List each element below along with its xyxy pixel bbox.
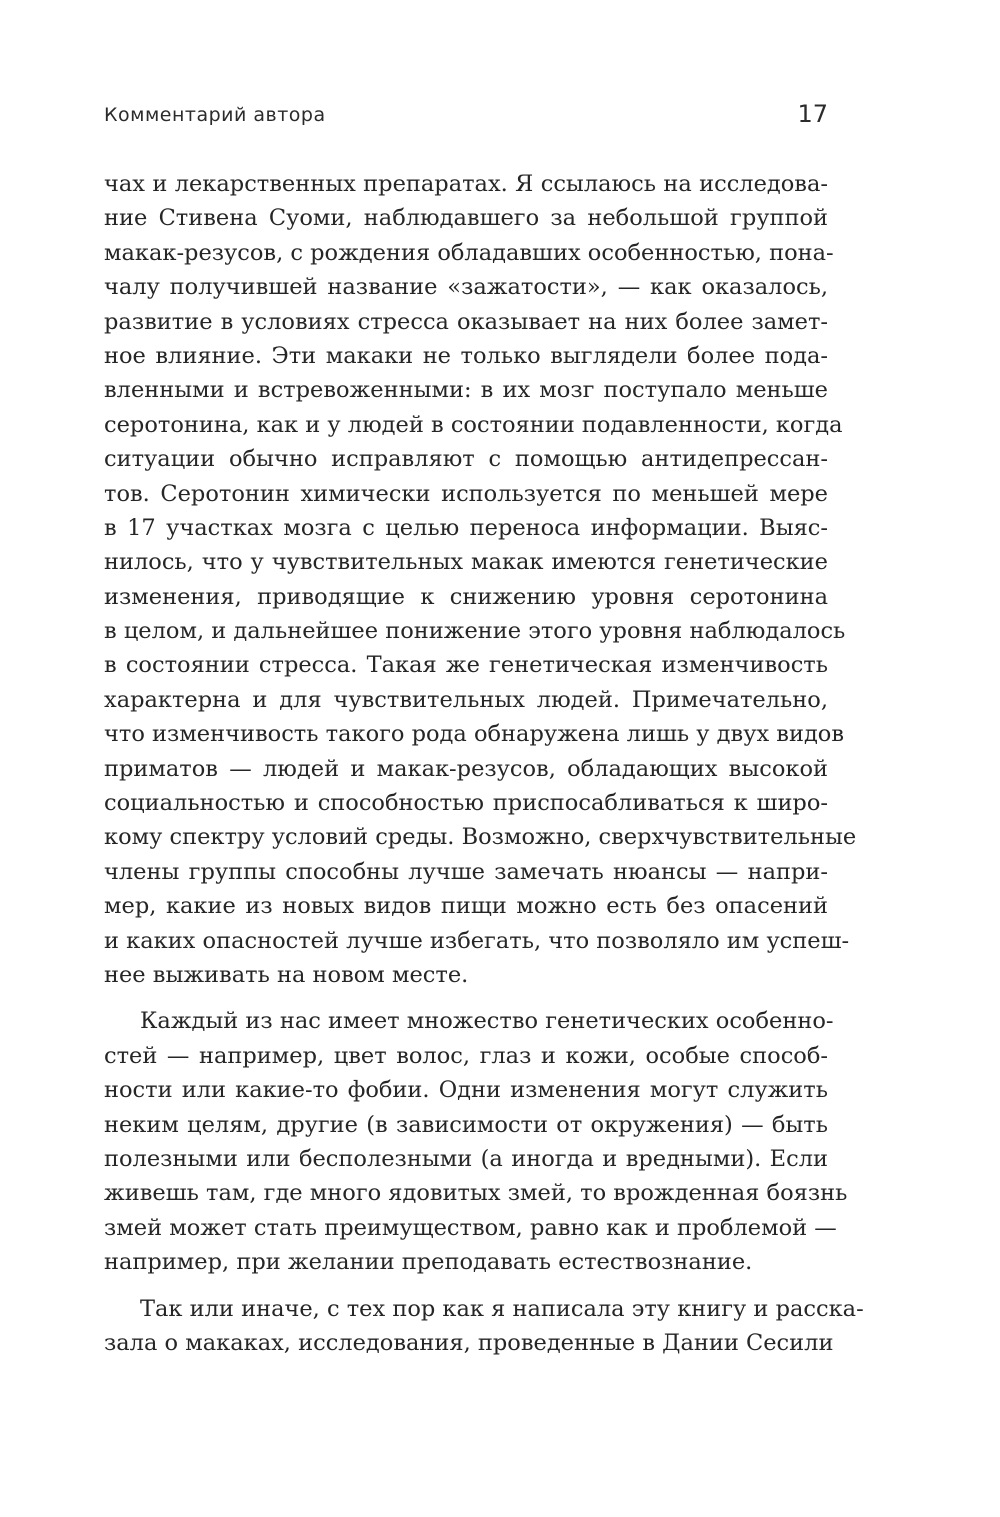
text-line: ности или какие-то фобии. Одни изменения могут служить (104, 1077, 828, 1104)
paragraph (104, 1292, 864, 1361)
text-line: что изменчивость такого рода обнаружена лишь у двух видов (104, 721, 845, 748)
text-line: характерна и для чувствительных людей. Примечательно, (104, 686, 828, 713)
text-line: макак-резусов, с рождения обладавших особенностью, пона- (104, 239, 834, 266)
text-line: нилось, что у чувствительных макак имеются генетические (104, 549, 828, 576)
running-title: Комментарий автора (104, 104, 326, 126)
text-line: Так или иначе, с тех пор как я написала эту книгу и расска- (140, 1295, 864, 1322)
text-line: стей — например, цвет волос, глаз и кожи, особые способ- (104, 1042, 828, 1069)
text-line: чах и лекарственных препаратах. Я ссылаюсь на исследова- (104, 171, 828, 197)
text-line: ное влияние. Эти макаки не только выглядели более пода- (104, 342, 828, 369)
text-line: члены группы способны лучше замечать нюансы — напри- (104, 858, 828, 885)
text-line: мер, какие из новых видов пищи можно есть без опасений (104, 893, 828, 920)
running-head (104, 100, 828, 134)
text-line: социальностью и способностью приспосабливаться к широ- (104, 790, 828, 817)
text-line: серотонина, как и у людей в состоянии подавленности, когда (104, 411, 843, 438)
text-line: ситуации обычно исправляют с помощью антидепрессан- (104, 446, 828, 473)
paragraph (104, 1004, 848, 1279)
text-line: живешь там, где много ядовитых змей, то врожденная боязнь (104, 1180, 848, 1207)
body-text (104, 167, 864, 1360)
paragraph (104, 167, 857, 992)
text-line: нее выживать на новом месте. (104, 961, 469, 988)
text-line: змей может стать преимуществом, равно как и проблемой — (104, 1214, 837, 1241)
text-line: полезными или бесполезными (а иногда и вредными). Если (104, 1145, 828, 1172)
text-line: кому спектру условий среды. Возможно, сверхчувствительные (104, 824, 857, 851)
text-line: например, при желании преподавать естествознание. (104, 1249, 753, 1276)
paragraph-gap (104, 1280, 828, 1292)
text-line: чалу получившей название «зажатости», — как оказалось, (104, 274, 828, 301)
page-number: 17 (797, 100, 828, 128)
text-line: в 17 участках мозга с целью переноса информации. Выяс- (104, 514, 828, 541)
text-line: вленными и встревоженными: в их мозг поступало меньше (104, 377, 828, 404)
text-line: ние Стивена Суоми, наблюдавшего за небольшой группой (104, 205, 828, 232)
text-line: зала о макаках, исследования, проведенные в Дании Сесили (104, 1329, 834, 1356)
text-line: тов. Серотонин химически используется по меньшей мере (104, 480, 828, 507)
text-line: развитие в условиях стресса оказывает на них более замет- (104, 308, 828, 335)
text-line: в целом, и дальнейшее понижение этого уровня наблюдалось (104, 618, 846, 645)
text-line: в состоянии стресса. Такая же генетическая изменчивость (104, 652, 828, 679)
text-line: Каждый из нас имеет множество генетических особенно- (140, 1008, 834, 1035)
text-line: и каких опасностей лучше избегать, что позволяло им успеш- (104, 927, 850, 954)
text-line: изменения, приводящие к снижению уровня серотонина (104, 583, 828, 610)
paragraph-gap (104, 992, 828, 1004)
text-line: приматов — людей и макак-резусов, обладающих высокой (104, 755, 828, 782)
text-line: неким целям, другие (в зависимости от окружения) — быть (104, 1111, 828, 1138)
